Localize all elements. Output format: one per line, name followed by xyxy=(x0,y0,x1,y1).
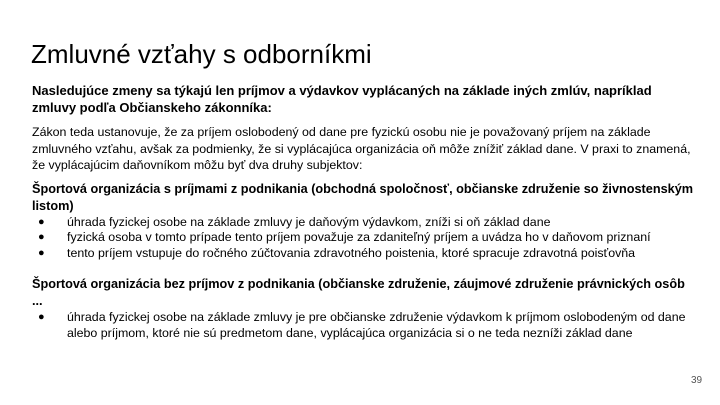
list-item-text: fyzická osoba v tomto prípade tento príjem považuje za zdaniteľný príjem a uvádza ho v daňovom priznaní xyxy=(67,230,651,244)
bullet-list xyxy=(32,310,694,341)
section-heading: Športová organizácia bez príjmov z podnikania (občianske združenie, záujmové združenie právnických osôb ... xyxy=(32,277,685,308)
explanation-paragraph: Zákon teda ustanovuje, že za príjem oslobodený od dane pre fyzickú osobu nie je považovaný príjem na základe zmluvného vzťahu, avšak za podmienky, že si vyplácajúca organizácia oň môže znížiť základ dane. V praxi to znamená, že vyplácajúcim daňovníkom môžu byť dva druhy subjektov: xyxy=(32,125,691,172)
list-item-text: tento príjem vstupuje do ročného zúčtovania zdravotného poistenia, ktoré spracuje zdravotná poisťovňa xyxy=(67,245,636,260)
section-without-business-income xyxy=(32,276,694,341)
slide-body xyxy=(32,82,694,341)
bullet-icon: ● xyxy=(38,246,45,259)
list-item xyxy=(32,230,694,246)
list-item xyxy=(32,310,694,341)
bullet-list xyxy=(32,215,694,262)
intro-text: Nasledujúce zmeny sa týkajú len príjmov a výdavkov vyplácaných na základe iných zmlúv, napríklad zmluvy podľa Občianskeho zákonníka: xyxy=(32,83,652,115)
slide-title: Zmluvné vzťahy s odborníkmi xyxy=(31,39,372,69)
list-item xyxy=(32,215,694,231)
bullet-icon: ● xyxy=(38,231,45,243)
list-item xyxy=(32,246,694,262)
bullet-icon: ● xyxy=(38,311,45,323)
bullet-icon: ● xyxy=(38,215,45,228)
list-item-text: úhrada fyzickej osobe na základe zmluvy je pre občianske združenie výdavkom k príjmom oslobodeným od dane alebo príjmom, ktoré nie sú predmetom dane, vyplácajúca organizácia si o ne teda nezníži základ dane xyxy=(67,310,686,340)
page-number: 39 xyxy=(691,375,703,386)
section-with-business-income xyxy=(32,181,694,262)
list-item-text: úhrada fyzickej osobe na základe zmluvy je daňovým výdavkom, zníži si oň základ dane xyxy=(67,214,551,229)
section-heading: Športová organizácia s príjmami z podnikania (obchodná spoločnosť, občianske združenie so živnostenským listom) xyxy=(32,181,694,213)
